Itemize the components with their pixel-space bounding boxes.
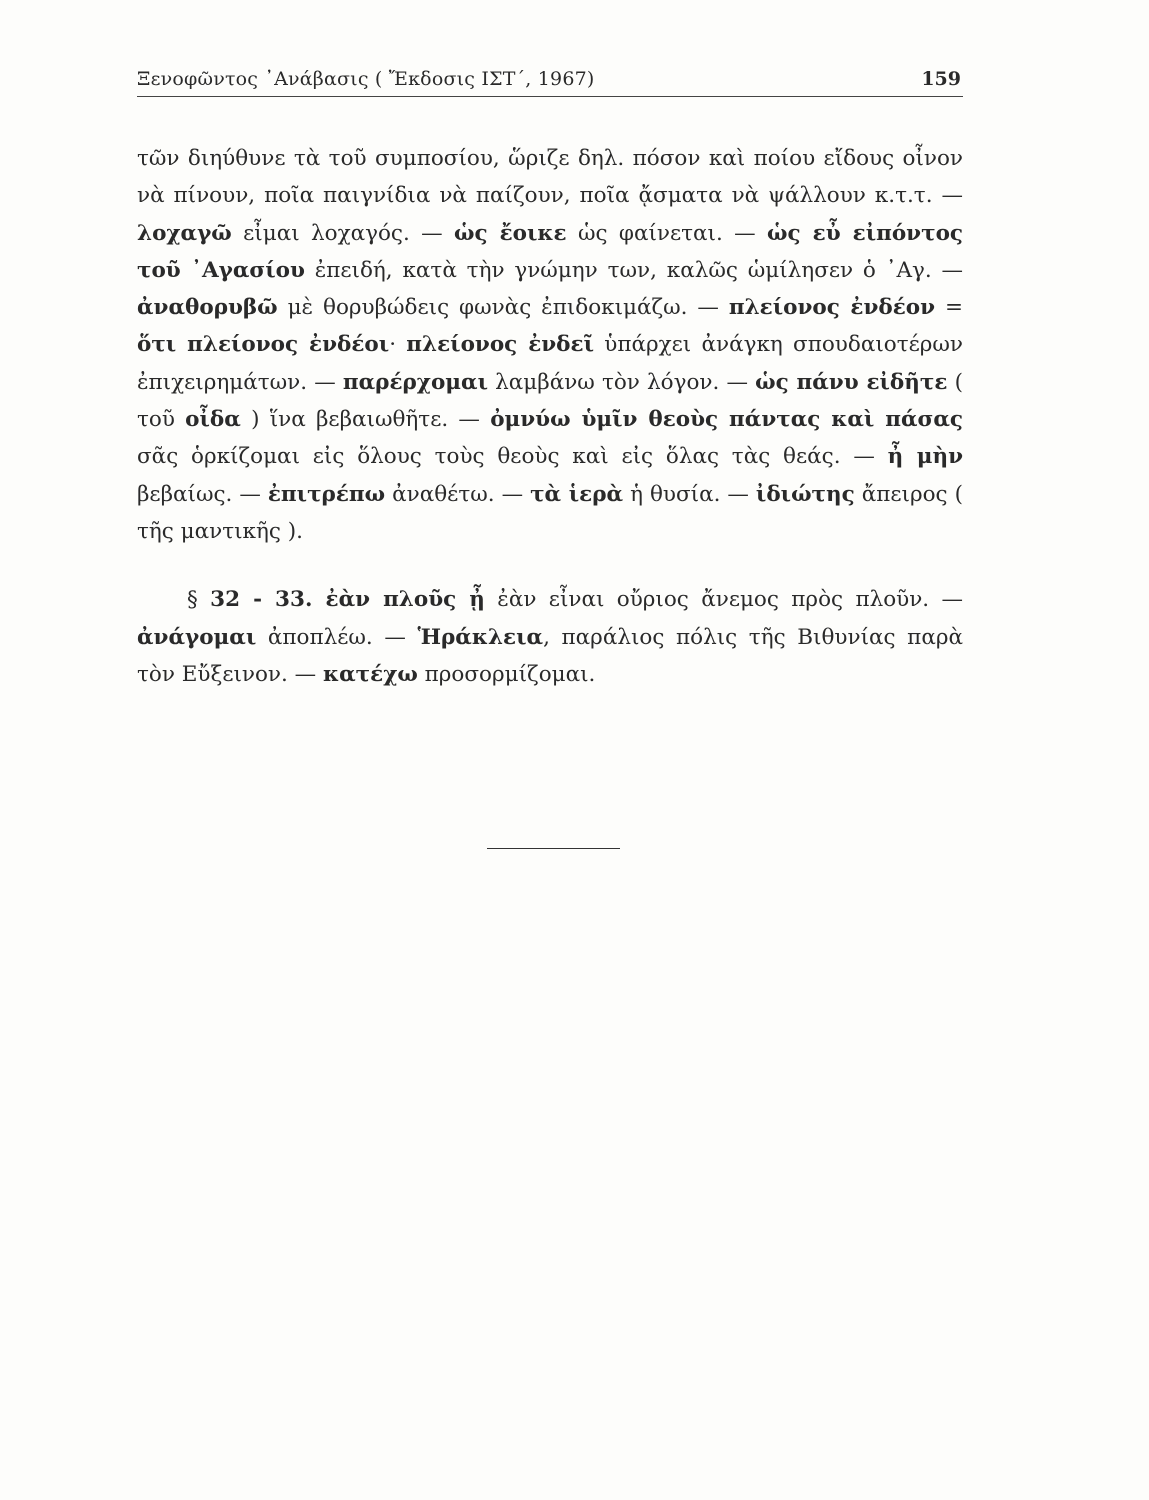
headword: ὡς εὖ εἰπόντος τοῦ ᾿Αγασίου — [137, 220, 963, 283]
gloss-text: ἐπειδή, κατὰ τὴν γνώμην των, καλῶς ὡμίλησεν ὁ ᾿Αγ. — — [304, 257, 963, 283]
page-number: 159 — [921, 68, 961, 90]
gloss-text: προσορμίζομαι. — [417, 661, 596, 687]
gloss-text: · — [389, 332, 407, 358]
page-header — [137, 66, 963, 97]
body-text — [137, 140, 963, 693]
gloss-text: βεβαίως. — — [137, 481, 268, 507]
gloss-text: λαμβάνω τὸν λόγον. — — [487, 369, 756, 395]
gloss-text: μὲ θορυβώδεις φωνὰς ἐπιδοκιμάζω. — — [277, 295, 729, 321]
headword: παρέρχομαι — [342, 369, 488, 395]
headword: ἰδιώτης — [755, 481, 855, 507]
gloss-text: ( τοῦ — [137, 369, 963, 433]
gloss-text: ἀποπλέω. — — [256, 624, 418, 650]
headword: ἦ μὴν — [887, 444, 963, 470]
headword: πλείονος ἐνδέον — [728, 295, 936, 321]
headword: κατέχω — [323, 661, 418, 687]
headword: 32 - 33. ἐὰν πλοῦς ᾖ — [210, 587, 485, 613]
gloss-text: ὡς φαίνεται. — — [566, 220, 768, 246]
headword: ὅτι πλείονος ἐνδέοι — [137, 332, 390, 358]
gloss-text: ἀναθέτω. — — [385, 481, 531, 507]
headword: ἀναθορυβῶ — [137, 295, 278, 321]
gloss-text: ἐὰν εἶναι οὔριος ἄνεμος πρὸς πλοῦν. — — [484, 587, 963, 613]
gloss-text: τῶν διηύθυνε τὰ τοῦ συμποσίου, ὥριζε δηλ. πόσον καὶ ποίου εἴδους οἶνον νὰ πίνουν, ποῖα παιγνίδια νὰ παίζουν, ποῖα ᾄσματα νὰ ψάλλουν κ.τ.τ. — — [137, 146, 963, 209]
headword: πλείονος ἐνδεῖ — [406, 332, 594, 358]
gloss-text: ὑπάρχει ἀνάγκη σπουδαιοτέρων ἐπιχειρημάτων. — — [137, 332, 963, 395]
gloss-text: ) ἵνα βεβαιωθῆτε. — — [240, 407, 491, 433]
gloss-text: σᾶς ὁρκίζομαι εἰς ὅλους τοὺς θεοὺς καὶ εἰς ὅλας τὰς θεάς. — — [137, 444, 888, 470]
gloss-text: § — [187, 587, 211, 613]
headword: ὡς πάνυ εἰδῆτε — [755, 369, 948, 395]
gloss-text: = — [935, 295, 963, 321]
headword: λοχαγῶ — [137, 220, 232, 246]
gloss-text: , παράλιος πόλις τῆς Βιθυνίας παρὰ τὸν Εὔξεινον. — — [137, 624, 963, 687]
headword: ὡς ἔοικε — [454, 220, 567, 246]
running-title: Ξενοφῶντος ᾿Ανάβασις ( Ἔκδοσις ΙΣΤ΄, 1967) — [137, 68, 595, 90]
headword: οἶδα — [185, 407, 241, 433]
gloss-text: ἄπειρος ( τῆς μαντικῆς ). — [137, 481, 963, 544]
headword: ὀμνύω ὑμῖν θεοὺς πάντας καὶ πάσας — [490, 407, 963, 433]
paragraph-glossary-2 — [137, 581, 963, 693]
headword: ἐπιτρέπω — [267, 481, 386, 507]
gloss-text: εἶμαι λοχαγός. — — [231, 220, 455, 246]
headword: Ἡράκλεια — [417, 624, 544, 650]
end-rule — [487, 848, 620, 849]
headword: τὰ ἱερὰ — [530, 481, 624, 507]
headword: ἀνάγομαι — [137, 624, 257, 650]
gloss-text: ἡ θυσία. — — [623, 481, 756, 507]
paragraph-glossary-1 — [137, 140, 963, 550]
